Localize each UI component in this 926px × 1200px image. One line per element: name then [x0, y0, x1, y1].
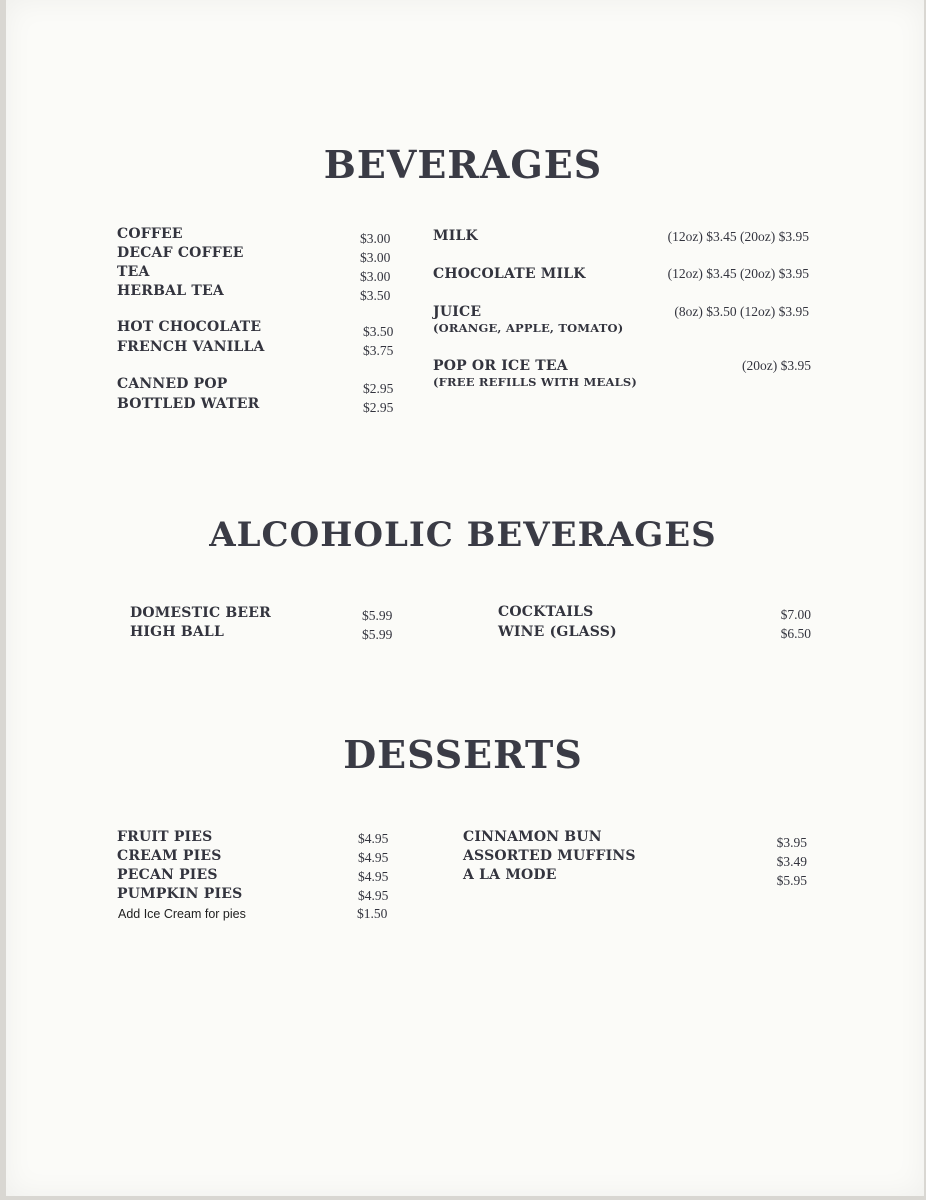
menu-item-price: (20oz) $3.95	[742, 358, 811, 373]
menu-item-name: CHOCOLATE MILK	[433, 266, 586, 282]
menu-item-name: COFFEE	[117, 226, 183, 242]
menu-item-price: $5.95	[776, 873, 807, 888]
menu-item-price: $4.95	[358, 888, 389, 903]
menu-item-price: $1.50	[357, 906, 388, 921]
menu-item-price: $3.50	[360, 288, 391, 303]
menu-item-price: $3.00	[360, 231, 391, 246]
menu-item-name: HERBAL TEA	[117, 283, 224, 299]
menu-item-price: $4.95	[358, 831, 389, 846]
menu-item-name: DOMESTIC BEER	[130, 605, 272, 621]
menu-item-name: JUICE	[433, 304, 482, 320]
menu-item-name: ASSORTED MUFFINS	[463, 848, 636, 864]
menu-item-name: DECAF COFFEE	[117, 245, 244, 261]
beverages-heading: BEVERAGES	[323, 142, 603, 187]
menu-item-name: CREAM PIES	[117, 848, 222, 864]
alcoholic-beverages-heading: ALCOHOLIC BEVERAGES	[209, 515, 717, 555]
menu-item-name: A LA MODE	[463, 867, 557, 883]
menu-item-price: (12oz) $3.45 (20oz) $3.95	[667, 229, 809, 244]
menu-item-price: $3.49	[776, 854, 807, 869]
menu-item-name: PECAN PIES	[117, 867, 218, 883]
menu-item-price: $3.75	[363, 343, 394, 358]
menu-item-price: (8oz) $3.50 (12oz) $3.95	[674, 304, 809, 319]
menu-item-name: HIGH BALL	[130, 624, 225, 640]
menu-item-price: $2.95	[363, 400, 394, 415]
menu-item-price: $5.99	[362, 608, 393, 623]
menu-item-price: $3.95	[776, 835, 807, 850]
menu-item-name: CINNAMON BUN	[463, 829, 602, 845]
menu-item-name: BOTTLED WATER	[117, 396, 260, 412]
menu-item-price: $4.95	[358, 850, 389, 865]
desserts-heading: DESSERTS	[343, 732, 583, 777]
menu-item-name: CANNED POP	[117, 376, 228, 392]
menu-item-name: PUMPKIN PIES	[117, 886, 243, 902]
menu-item-description: (FREE REFILLS WITH MEALS)	[433, 375, 638, 389]
menu-item-price: $3.00	[360, 269, 391, 284]
menu-item-description: (ORANGE, APPLE, TOMATO)	[433, 321, 624, 335]
ice-cream-note: Add Ice Cream for pies	[118, 907, 246, 921]
menu-item-name: POP OR ICE TEA	[433, 358, 568, 374]
menu-item-price: (12oz) $3.45 (20oz) $3.95	[667, 266, 809, 281]
menu-item-name: FRENCH VANILLA	[117, 339, 265, 355]
menu-item-name: FRUIT PIES	[117, 829, 213, 845]
menu-item-name: COCKTAILS	[498, 604, 594, 620]
menu-item-name: HOT CHOCOLATE	[117, 319, 262, 335]
menu-item-price: $6.50	[780, 626, 811, 641]
menu-item-name: WINE (GLASS)	[498, 624, 617, 640]
menu-item-price: $3.50	[363, 324, 394, 339]
menu-item-name: MILK	[433, 228, 478, 244]
menu-item-price: $4.95	[358, 869, 389, 884]
menu-item-price: $7.00	[780, 607, 811, 622]
menu-item-name: TEA	[117, 264, 150, 280]
menu-item-price: $5.99	[362, 627, 393, 642]
menu-item-price: $2.95	[363, 381, 394, 396]
menu-item-price: $3.00	[360, 250, 391, 265]
